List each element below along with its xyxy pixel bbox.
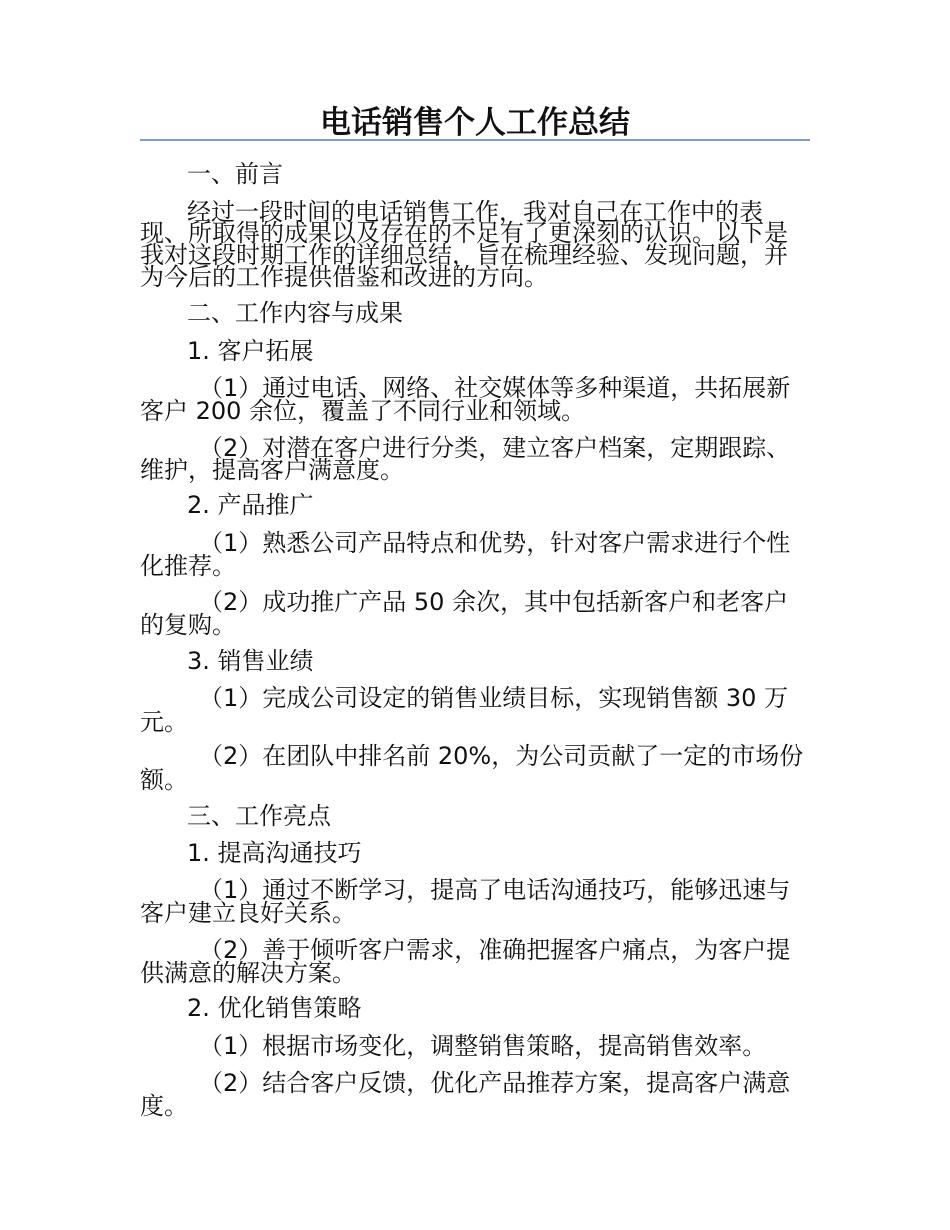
section-heading-highlights: 三、工作亮点 <box>187 802 331 830</box>
section-heading-preface: 一、前言 <box>187 160 283 188</box>
preface-line-2: 现、所取得的成果以及存在的不足有了更深刻的认识。以下是 <box>140 219 788 247</box>
sales-performance-p1-line1: （1）完成公司设定的销售业绩目标，实现销售额 30 万 <box>199 684 789 712</box>
section-heading-work-content: 二、工作内容与成果 <box>187 299 403 327</box>
item-sales-performance: 3. 销售业绩 <box>187 647 314 675</box>
communication-skills-p2-line1: （2）善于倾听客户需求，准确把握客户痛点，为客户提 <box>199 936 791 964</box>
product-promotion-p2-line2: 的复购。 <box>140 611 236 639</box>
sales-strategy-p2-line2: 度。 <box>140 1092 188 1120</box>
communication-skills-p2-line2: 供满意的解决方案。 <box>140 959 356 987</box>
sales-performance-p1-line2: 元。 <box>140 708 188 736</box>
product-promotion-p1-line2: 化推荐。 <box>140 552 236 580</box>
preface-line-3: 我对这段时期工作的详细总结，旨在梳理经验、发现问题，并 <box>140 241 788 269</box>
customer-expansion-p1-line2: 客户 200 余位，覆盖了不同行业和领域。 <box>140 397 586 425</box>
preface-line-4: 为今后的工作提供借鉴和改进的方向。 <box>140 263 548 291</box>
item-sales-strategy: 2. 优化销售策略 <box>187 994 362 1022</box>
communication-skills-p1-line2: 客户建立良好关系。 <box>140 899 356 927</box>
sales-performance-p2-line1: （2）在团队中排名前 20%，为公司贡献了一定的市场份 <box>199 742 804 770</box>
preface-line-1: 经过一段时间的电话销售工作，我对自己在工作中的表 <box>187 198 763 226</box>
sales-strategy-p1-line1: （1）根据市场变化，调整销售策略，提高销售效率。 <box>199 1032 767 1060</box>
product-promotion-p2-line1: （2）成功推广产品 50 余次，其中包括新客户和老客户 <box>199 588 789 616</box>
item-customer-expansion: 1. 客户拓展 <box>187 337 314 365</box>
title-underline <box>140 139 810 141</box>
sales-performance-p2-line2: 额。 <box>140 766 188 794</box>
customer-expansion-p1-line1: （1）通过电话、网络、社交媒体等多种渠道，共拓展新 <box>199 374 791 402</box>
page-title: 电话销售个人工作总结 <box>320 105 630 141</box>
communication-skills-p1-line1: （1）通过不断学习，提高了电话沟通技巧，能够迅速与 <box>199 876 791 904</box>
item-communication-skills: 1. 提高沟通技巧 <box>187 839 362 867</box>
customer-expansion-p2-line2: 维护，提高客户满意度。 <box>140 456 404 484</box>
customer-expansion-p2-line1: （2）对潜在客户进行分类，建立客户档案，定期跟踪、 <box>199 434 791 462</box>
item-product-promotion: 2. 产品推广 <box>187 491 314 519</box>
sales-strategy-p2-line1: （2）结合客户反馈，优化产品推荐方案，提高客户满意 <box>199 1069 791 1097</box>
product-promotion-p1-line1: （1）熟悉公司产品特点和优势，针对客户需求进行个性 <box>199 529 791 557</box>
